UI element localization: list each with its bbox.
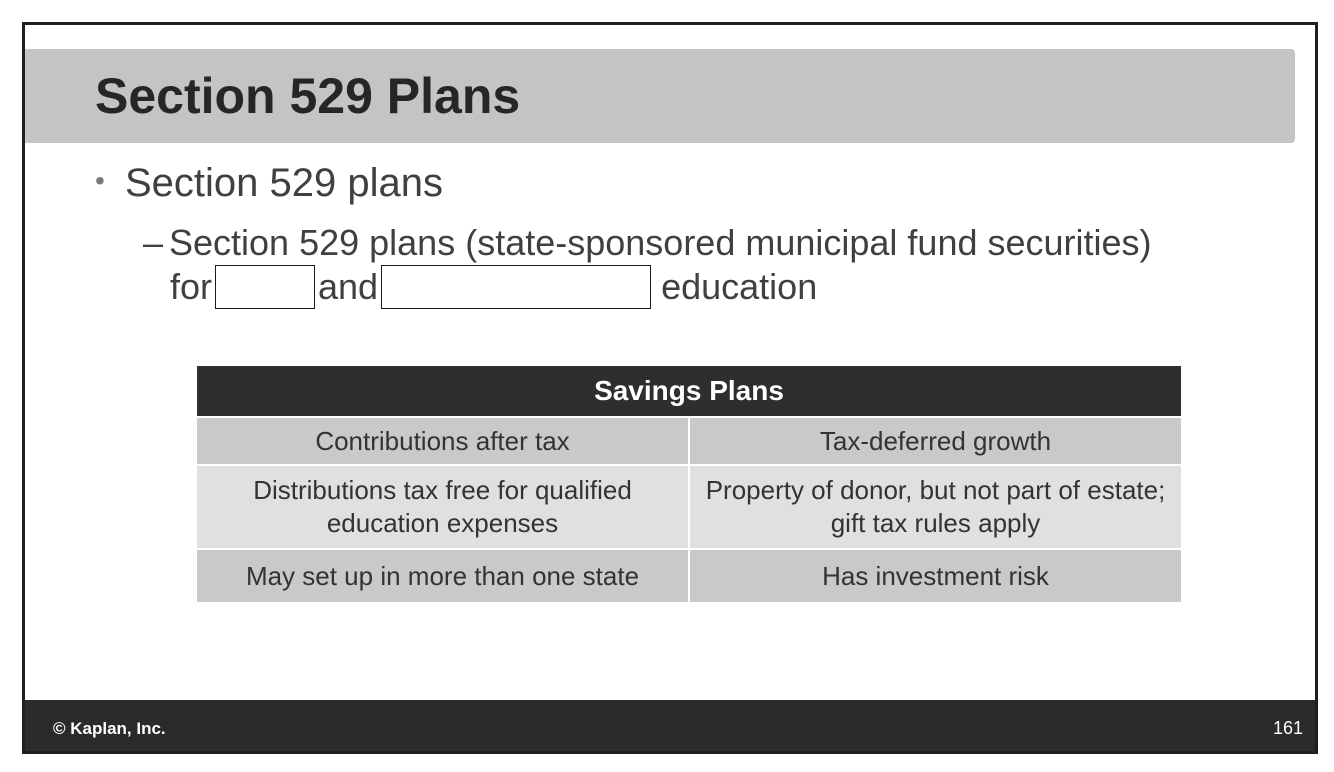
table-cell: May set up in more than one state xyxy=(197,550,688,602)
table-row xyxy=(197,464,1181,548)
copyright-text: © Kaplan, Inc. xyxy=(53,719,166,738)
table-header: Savings Plans xyxy=(197,366,1181,416)
bullet-level2-text: Section 529 plans (state-sponsored municipal fund securities) xyxy=(169,222,1152,263)
page-number: 161 xyxy=(1272,718,1303,738)
bullet-dash-icon: – xyxy=(143,222,164,263)
and-text: and xyxy=(318,266,379,307)
savings-plans-table xyxy=(197,366,1181,602)
bullet-level1-text: Section 529 plans xyxy=(125,161,444,205)
blank-box-1[interactable] xyxy=(215,265,315,309)
table-cell: Distributions tax free for qualified education expenses xyxy=(197,466,688,548)
table-cell: Property of donor, but not part of estate; gift tax rules apply xyxy=(688,466,1181,548)
table-cell: Contributions after tax xyxy=(197,418,688,464)
bullet-level2 xyxy=(143,221,1152,265)
bullet-dot-icon: • xyxy=(95,165,105,196)
title-band xyxy=(25,49,1295,143)
bullet-level1 xyxy=(95,161,443,206)
table-row xyxy=(197,416,1181,464)
table-row xyxy=(197,548,1181,602)
for-text: for xyxy=(170,266,213,307)
education-text: education xyxy=(661,266,818,307)
table-cell: Tax-deferred growth xyxy=(688,418,1181,464)
blank-box-2[interactable] xyxy=(381,265,651,309)
fill-in-line xyxy=(170,265,817,309)
slide xyxy=(22,22,1318,754)
slide-title: Section 529 Plans xyxy=(95,68,521,124)
footer-bar xyxy=(25,700,1315,751)
table-cell: Has investment risk xyxy=(688,550,1181,602)
